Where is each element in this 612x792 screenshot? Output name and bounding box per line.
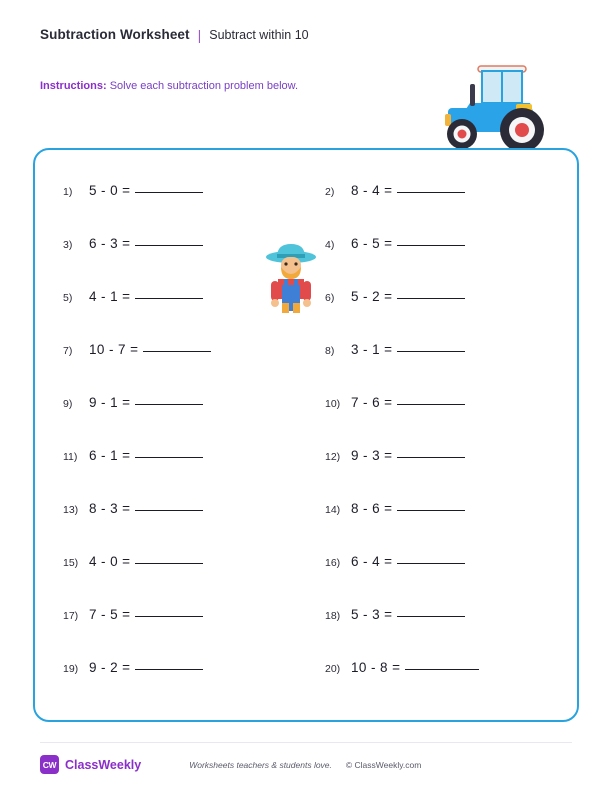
problem-number: 14) [325, 504, 341, 516]
footer [40, 755, 572, 774]
problem-expression: 4 - 0 = [89, 554, 131, 569]
problem-expression: 6 - 5 = [351, 236, 393, 251]
problem-item [325, 289, 465, 304]
problem-item [63, 395, 203, 410]
problem-expression: 8 - 3 = [89, 501, 131, 516]
problem-item [63, 501, 203, 516]
problem-expression: 9 - 1 = [89, 395, 131, 410]
farmer-icon [260, 237, 322, 315]
problem-item [325, 236, 465, 251]
answer-blank[interactable] [135, 510, 203, 511]
title-main: Subtraction Worksheet [40, 27, 190, 42]
problem-expression: 6 - 3 = [89, 236, 131, 251]
problem-expression: 10 - 7 = [89, 342, 139, 357]
problem-number: 13) [63, 504, 79, 516]
problem-item [325, 183, 465, 198]
problem-expression: 5 - 0 = [89, 183, 131, 198]
title-subtitle: Subtract within 10 [209, 28, 309, 42]
answer-blank[interactable] [397, 563, 465, 564]
problem-number: 19) [63, 663, 79, 675]
answer-blank[interactable] [405, 669, 479, 670]
answer-blank[interactable] [397, 616, 465, 617]
problem-expression: 5 - 3 = [351, 607, 393, 622]
title-separator: | [197, 27, 202, 43]
problem-item [325, 342, 465, 357]
footer-copyright: © ClassWeekly.com [345, 759, 422, 770]
problem-number: 9) [63, 398, 73, 410]
problem-item [63, 183, 203, 198]
answer-blank[interactable] [135, 669, 203, 670]
problem-number: 17) [63, 610, 79, 622]
instructions [40, 80, 298, 92]
footer-divider [40, 742, 572, 743]
problem-expression: 4 - 1 = [89, 289, 131, 304]
problem-number: 2) [325, 186, 335, 198]
problem-number: 10) [325, 398, 341, 410]
answer-blank[interactable] [135, 616, 203, 617]
logo-icon: CW [40, 755, 59, 774]
problem-expression: 7 - 6 = [351, 395, 393, 410]
page-title [40, 26, 309, 42]
problem-number: 6) [325, 292, 335, 304]
problem-expression: 3 - 1 = [351, 342, 393, 357]
problem-number: 12) [325, 451, 341, 463]
answer-blank[interactable] [397, 298, 465, 299]
answer-blank[interactable] [135, 404, 203, 405]
problem-expression: 5 - 2 = [351, 289, 393, 304]
problem-expression: 8 - 4 = [351, 183, 393, 198]
problem-item [63, 448, 203, 463]
footer-tagline: Worksheets teachers & students love. [189, 759, 332, 770]
problem-expression: 9 - 3 = [351, 448, 393, 463]
answer-blank[interactable] [397, 510, 465, 511]
answer-blank[interactable] [397, 404, 465, 405]
problem-expression: 6 - 4 = [351, 554, 393, 569]
problem-item [325, 554, 465, 569]
answer-blank[interactable] [143, 351, 211, 352]
instructions-label: Instructions: [40, 80, 107, 92]
problem-item [325, 448, 465, 463]
tractor-icon [412, 58, 572, 158]
problem-item [63, 342, 211, 357]
answer-blank[interactable] [135, 245, 203, 246]
answer-blank[interactable] [135, 563, 203, 564]
problem-number: 7) [63, 345, 73, 357]
answer-blank[interactable] [397, 192, 465, 193]
answer-blank[interactable] [135, 298, 203, 299]
problems-card [33, 148, 579, 722]
problem-item [63, 660, 203, 675]
problem-number: 4) [325, 239, 335, 251]
problem-number: 15) [63, 557, 79, 569]
problem-number: 3) [63, 239, 73, 251]
problem-number: 16) [325, 557, 341, 569]
problem-number: 18) [325, 610, 341, 622]
answer-blank[interactable] [135, 457, 203, 458]
instructions-text: Solve each subtraction problem below. [109, 80, 299, 92]
answer-blank[interactable] [135, 192, 203, 193]
answer-blank[interactable] [397, 351, 465, 352]
problem-item [325, 395, 465, 410]
problem-item [63, 607, 203, 622]
problem-expression: 10 - 8 = [351, 660, 401, 675]
logo-text: ClassWeekly [65, 757, 142, 772]
problem-number: 8) [325, 345, 335, 357]
problem-expression: 7 - 5 = [89, 607, 131, 622]
problem-expression: 6 - 1 = [89, 448, 131, 463]
problem-item [63, 554, 203, 569]
problem-number: 5) [63, 292, 73, 304]
problem-item [325, 607, 465, 622]
answer-blank[interactable] [397, 245, 465, 246]
problem-item [325, 660, 479, 675]
problem-item [63, 236, 203, 251]
answer-blank[interactable] [397, 457, 465, 458]
problem-number: 20) [325, 663, 341, 675]
problem-expression: 8 - 6 = [351, 501, 393, 516]
problem-number: 11) [63, 451, 78, 463]
problem-item [63, 289, 203, 304]
problem-expression: 9 - 2 = [89, 660, 131, 675]
problems-grid [35, 150, 577, 720]
problem-item [325, 501, 465, 516]
problem-number: 1) [63, 186, 73, 198]
